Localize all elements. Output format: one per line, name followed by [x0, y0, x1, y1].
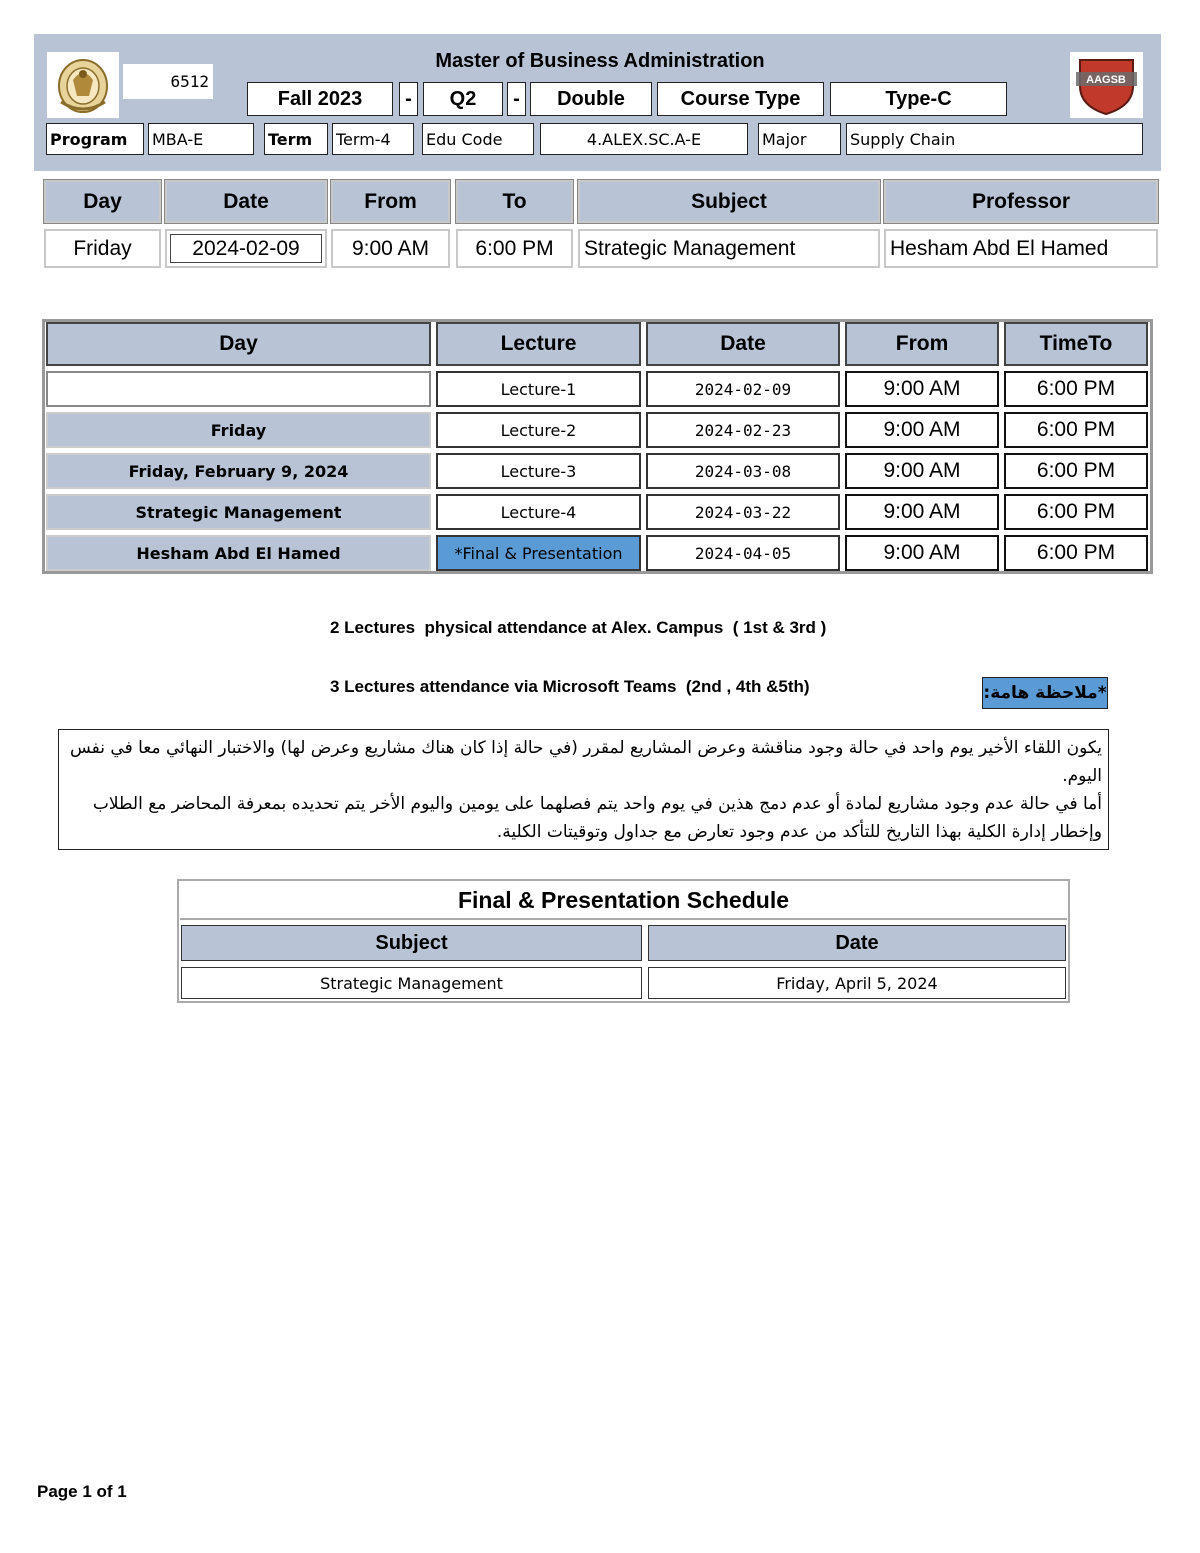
summary-header-subject: Subject — [578, 180, 880, 223]
lectures-header-date: Date — [646, 322, 840, 366]
arabic-note-paragraph-2: أما في حالة عدم وجود مشاريع لمادة أو عدم دمج هذين في يوم واحد يتم فصلهما على يومين واليوم الأخر يتم تحديده بمعرفة المحاضر مع الطلاب وإخطار إدارة الكلية بهذا التاريخ للتأكد من عدم وجود تعارض مع جداول وتوقيتات الكلية. — [92, 794, 1102, 842]
lecture-name: Lecture-4 — [436, 494, 641, 530]
course-type-label: Course Type — [657, 82, 824, 116]
program-value: MBA-E — [148, 123, 254, 155]
lecture-date: 2024-02-23 — [646, 412, 840, 448]
arabic-notes-box — [58, 729, 1109, 850]
final-schedule-subject: Strategic Management — [181, 967, 642, 999]
major-label: Major — [758, 123, 841, 155]
summary-professor: Hesham Abd El Hamed — [884, 229, 1158, 268]
lectures-day-cell — [46, 371, 431, 407]
summary-header-to: To — [456, 180, 573, 223]
arabic-note-paragraph-1: يكون اللقاء الأخير يوم واحد في حالة وجود مناقشة وعرض المشاريع لمقرر (في حالة إذا كان هناك مشاريع وعرض لها) والاختبار النهائي معا في نفس اليوم. — [70, 738, 1102, 786]
separator: - — [507, 82, 526, 116]
physical-attendance-note: 2 Lectures physical attendance at Alex. Campus ( 1st & 3rd ) — [330, 618, 827, 637]
summary-header-from: From — [331, 180, 450, 223]
edu-code-label: Edu Code — [422, 123, 534, 155]
lecture-from: 9:00 AM — [845, 494, 999, 530]
summary-from: 9:00 AM — [331, 229, 450, 268]
important-note-label: *ملاحظة هامة: — [982, 677, 1108, 709]
lecture-name: Lecture-2 — [436, 412, 641, 448]
aagsb-logo-text: AAGSB — [1086, 74, 1126, 86]
final-schedule-header-date: Date — [648, 925, 1066, 961]
lecture-date: 2024-03-08 — [646, 453, 840, 489]
summary-day: Friday — [44, 229, 161, 268]
program-code: 6512 — [123, 64, 213, 99]
term-value: Term-4 — [332, 123, 414, 155]
lectures-header-lecture: Lecture — [436, 322, 641, 366]
lecture-to: 6:00 PM — [1004, 535, 1148, 571]
lectures-day-cell: Friday, February 9, 2024 — [46, 453, 431, 489]
lecture-to: 6:00 PM — [1004, 412, 1148, 448]
lecture-date: 2024-04-05 — [646, 535, 840, 571]
mode-field: Double — [530, 82, 652, 116]
summary-header-date: Date — [165, 180, 327, 223]
lectures-day-cell: Friday — [46, 412, 431, 448]
lectures-day-cell: Strategic Management — [46, 494, 431, 530]
university-seal-logo — [47, 52, 119, 118]
lecture-to: 6:00 PM — [1004, 371, 1148, 407]
program-label: Program — [46, 123, 144, 155]
term-label: Term — [264, 123, 328, 155]
final-schedule-date: Friday, April 5, 2024 — [648, 967, 1066, 999]
major-value: Supply Chain — [846, 123, 1143, 155]
final-schedule-header-subject: Subject — [181, 925, 642, 961]
lectures-day-cell: Hesham Abd El Hamed — [46, 535, 431, 571]
course-type-value: Type-C — [830, 82, 1007, 116]
lectures-header-day: Day — [46, 322, 431, 366]
separator: - — [399, 82, 418, 116]
semester-field: Fall 2023 — [247, 82, 393, 116]
summary-to: 6:00 PM — [456, 229, 573, 268]
aagsb-shield-logo — [1070, 52, 1143, 118]
summary-subject: Strategic Management — [578, 229, 880, 268]
lecture-date: 2024-02-09 — [646, 371, 840, 407]
lecture-date: 2024-03-22 — [646, 494, 840, 530]
online-attendance-note: 3 Lectures attendance via Microsoft Teams (2nd , 4th &5th) — [330, 677, 810, 696]
lecture-to: 6:00 PM — [1004, 494, 1148, 530]
lecture-from: 9:00 AM — [845, 371, 999, 407]
lectures-header-timeto: TimeTo — [1004, 322, 1148, 366]
lecture-from: 9:00 AM — [845, 535, 999, 571]
lecture-from: 9:00 AM — [845, 453, 999, 489]
final-schedule-title: Final & Presentation Schedule — [180, 882, 1067, 920]
quarter-field: Q2 — [423, 82, 503, 116]
summary-header-professor: Professor — [884, 180, 1158, 223]
page-number: Page 1 of 1 — [37, 1482, 127, 1501]
lecture-from: 9:00 AM — [845, 412, 999, 448]
program-title: Master of Business Administration — [435, 50, 765, 72]
summary-date: 2024-02-09 — [165, 229, 327, 268]
lecture-name: Lecture-1 — [436, 371, 641, 407]
summary-header-day: Day — [44, 180, 161, 223]
lecture-name-final: *Final & Presentation — [436, 535, 641, 571]
lectures-header-from: From — [845, 322, 999, 366]
lecture-to: 6:00 PM — [1004, 453, 1148, 489]
edu-code-value: 4.ALEX.SC.A-E — [540, 123, 748, 155]
lecture-name: Lecture-3 — [436, 453, 641, 489]
